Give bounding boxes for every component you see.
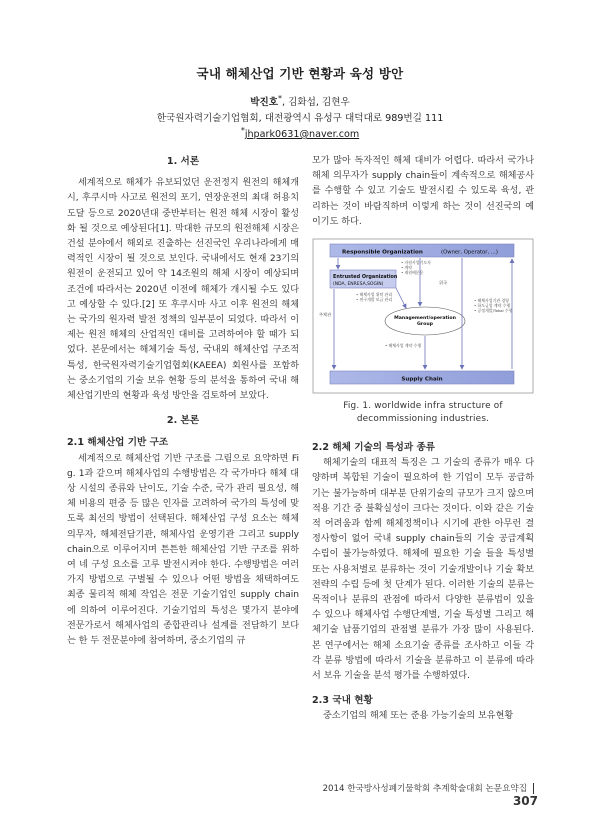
- right-note-3: • 공정개발/Tokai 수행: [474, 308, 513, 314]
- footer-divider: [533, 783, 534, 794]
- responsible-org-label: Responsible Organization: [342, 249, 423, 256]
- note-1: • 자원사업기도자: [401, 260, 431, 266]
- subsection-2-2-paragraph: 해체기술의 대표적 특징은 그 기술의 종류가 매우 다양하며 복합된 기술이 필요하여 한 기업이 모두 공급하기는 불가능하며 대부분 단위기술의 규모가 크지 않으며 적용 기간 중 불확실성이 크다는 것이다. 이와 같은 기술적 어려움과 함께 해체정책이나 시기에 관한 아무런 결정사항이 없어 국내 supply chain들의 기술 공급계획 수립이 불가능하였다. 해체에 필요한 기술 들을 특성별 또는 사용처별로 분류하는 것이 기술개발이나 기술 확보전략의 수립 등에 첫 단계가 된다. 이러한 기술의 분류는 목적이나 분류의 관점에 따라서 다양한 분류법이 있을 수 있으나 해체사업 수행단계별, 기술 특성별 그리고 해체기술 납품기업의 관점별 분류가 가장 많이 사용된다. 본 연구에서는 해체 소요기술 종류를 조사하고 이들 각각 분류 방법에 따라서 기술을 분류하고 이 분류에 따라서 보유 기술을 분석 평가를 수행하였다.: [312, 458, 534, 682]
- section-heading-intro: 1. 서론: [166, 156, 200, 167]
- management-group-ellipse: [385, 307, 465, 335]
- spacer: [67, 404, 299, 413]
- lead-author-mark: *: [278, 94, 282, 103]
- supply-chain-label: Supply Chain: [401, 376, 443, 383]
- subsection-2-1-paragraph: 세계적으로 해체산업 기반 구조를 그림으로 요약하면 Fig. 1과 같으며 해체사업의 수행방법은 각 국가마다 해체 대상 시설의 종류와 난이도, 기술 수준, 국가 관리 필요성, 해체 비용의 편중 등 많은 인자를 고려하여 국가의 특성에 맞도록 최선의 방법이 선택된다. 해체산업 구성 요소는 해체의무자, 해체전담기관, 해체사업 운영기관 그리고 supply chain으로 이루어지며 튼튼한 해체산업 기반 구조를 위하여 네 구성 요소를 고루 발전시켜야 한다. 수행방법은 여러 가지 방법으로 구별될 수 있으나 어떤 방법을 채택하여도 최종 물리적 해체 작업은 전문 기술기업인 supply chain에 의하여 이루어진다. 기술기업의 특성은 몇가지 분야에 전문가로서 해체사업의 종합관리나 설계를 전담하기 보다는 한 두 전문분야에 참여하며, 중소기업의 규: [67, 453, 299, 647]
- entrusted-org-sub: (NDA, ENRESA,SOGIN): [333, 282, 384, 288]
- caption-line-1: Fig. 1. worldwide infra structure of: [343, 401, 503, 412]
- note-3: • 재원배분운: [401, 270, 424, 276]
- subsection-2-3-paragraph: 중소기업의 해체 또는 준용 가능기술의 보유현황: [323, 711, 514, 722]
- note-5: • 연구개발 보급 관리: [356, 297, 393, 303]
- footer-text: 2014 한국방사성폐기물학회 추계학술대회 논문요약집: [322, 784, 527, 794]
- subsection-heading-2-2: 2.2 해체 기술의 특성과 종류: [312, 442, 436, 454]
- affiliation: 한국원자력기술기업협회, 대전광역시 유성구 대덕대로 989번길 111: [156, 113, 444, 124]
- subsection-heading-2-3: 2.3 국내 현황: [312, 695, 373, 707]
- note-6: • 해체사업 계약 수행: [385, 343, 422, 349]
- figure-1-diagram: [312, 238, 534, 394]
- co-authors: , 김화섭, 김현우: [282, 97, 350, 109]
- management-group-label-2: Group: [416, 322, 434, 328]
- mid-side-label: 위국: [439, 280, 448, 286]
- right-note-2: • 하도급업 계약 수행: [474, 303, 511, 309]
- page-footer: [318, 782, 538, 808]
- caption-line-2: decommissioning industries.: [356, 414, 490, 425]
- email-line: [0, 126, 600, 140]
- note-2: • 계약: [401, 265, 413, 271]
- responsible-org-sub: (Owner, Operator, ...): [441, 249, 498, 256]
- continued-paragraph: 모가 많아 독자적인 해체 대비가 어렵다. 따라서 국가나 해체 의무자가 supply chain들이 계속적으로 해체공사를 수행할 수 있고 기술도 발전시킬 수 있도록 육성, 관리하는 것이 바람직하며 이렇게 하는 것이 선진국의 예이기도 하다.: [312, 156, 534, 227]
- left-column: [67, 154, 299, 649]
- email-mark: *: [240, 126, 245, 135]
- right-column: [312, 154, 534, 725]
- right-note-1: • 해체사업기관 경영: [474, 298, 509, 304]
- entrusted-org-label: Entrusted Organization: [333, 274, 398, 281]
- left-side-label: 주체관: [319, 312, 332, 318]
- intro-paragraph: 세계적으로 해체가 유보되었던 운전정지 원전의 해체개시, 후쿠시마 사고로 원전의 포기, 연장운전의 최대 허용치 도달 등으로 2020년대 중반부터는 원전 해체 시장이 활성화 될 것으로 예상된다[1]. 막대한 규모의 원전해체 시장은 건설 분야에서 해외로 진출하는 선진국인 우리나라에게 매력적인 시장이 될 것으로 보인다. 국내에서도 현재 23기의 원전이 운전되고 있어 약 14조원의 해체 시장이 예상되며 조건에 따라서는 2020년 이전에 해체가 개시될 수도 있다고 예상할 수 있다.[2] 또 후쿠시마 사고 이후 원전의 해체는 국가의 원자력 발전 정책의 일부분이 되었다. 따라서 이제는 원전 해체의 산업적인 대비를 고려하여야 할 때가 되었다. 본문에서는 해체기술 특성, 국내외 해체산업 구조적 특성, 한국원자력기술기업협회(KAEEA) 회원사를 포함하는 중소기업의 기술 보유 현황 등의 분석을 통하여 국내 해체산업기반의 현황과 육성 방안을 검토하여 보았다.: [67, 178, 299, 402]
- author-email-link[interactable]: jhpark0631@naver.com: [244, 129, 360, 141]
- subsection-heading-2-1: 2.1 해체산업 기반 구조: [67, 437, 169, 449]
- spacer: [312, 684, 534, 693]
- management-group-label-1: Management/operation: [394, 316, 456, 322]
- lead-author: 박진호: [250, 97, 278, 109]
- figure-caption: [312, 400, 534, 426]
- section-heading-body: 2. 본론: [166, 415, 200, 427]
- note-4: • 해체사업 위탁 관리: [356, 292, 393, 298]
- author-line: [0, 94, 600, 108]
- infra-structure-diagram: [312, 238, 534, 394]
- paper-title: 국내 해체산업 기반 현황과 육성 방안: [196, 66, 404, 81]
- page-number: 307: [512, 794, 538, 808]
